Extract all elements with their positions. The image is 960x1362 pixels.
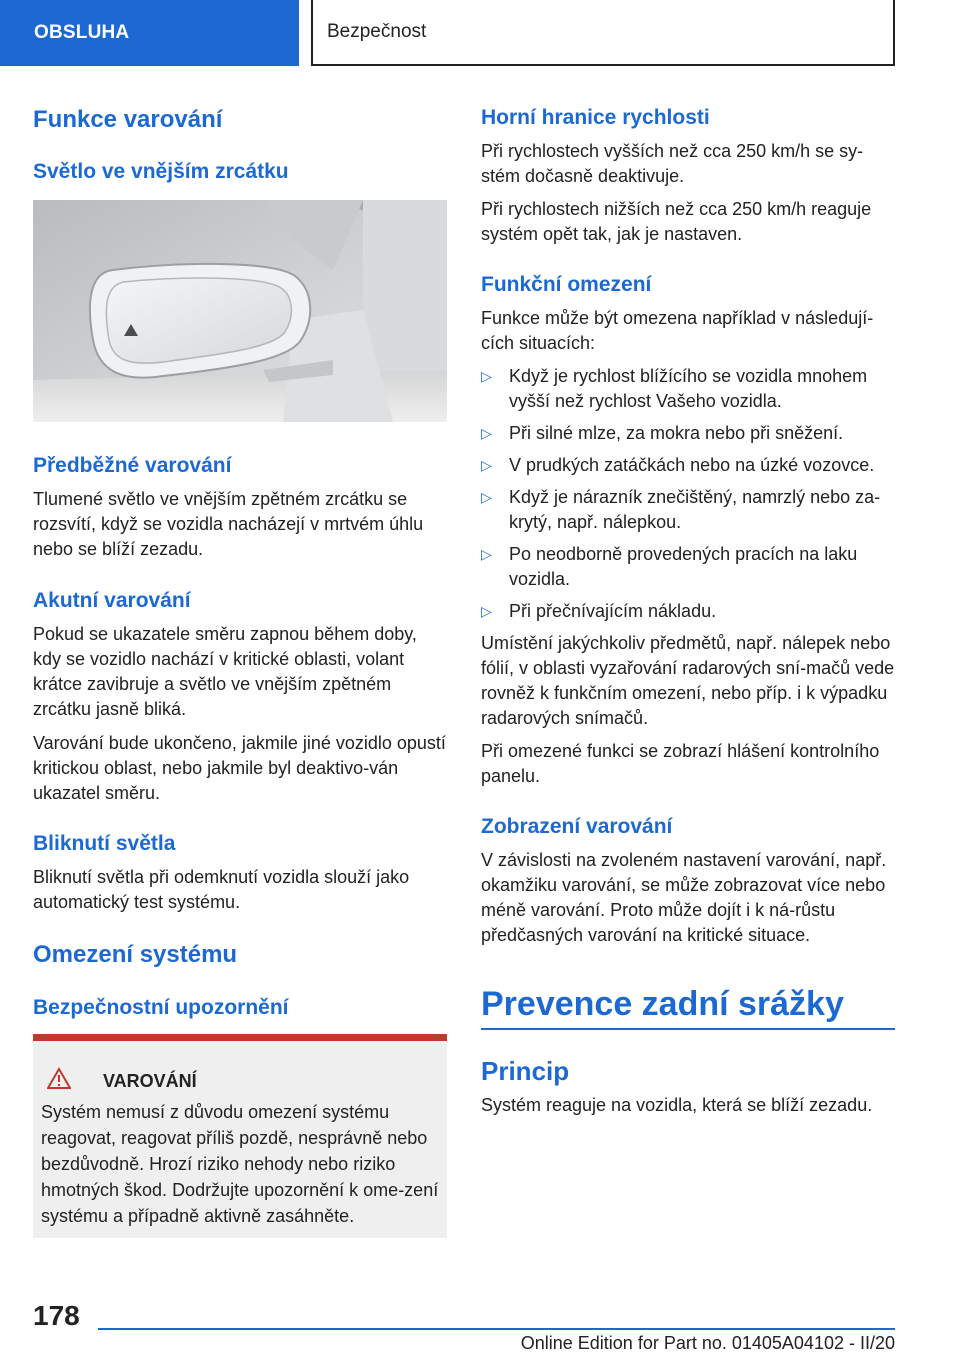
text-akutni-2: Varování bude ukončeno, jakmile jiné vozidlo opustí kritickou oblast, nebo jakmile byl deaktivo-ván ukazatel směru.: [33, 733, 446, 803]
heading-zobrazeni: Zobrazení varování: [481, 815, 673, 838]
chapter-tab: [311, 0, 895, 66]
list-item-text: Při silné mlze, za mokra nebo při sněžení.: [509, 423, 844, 443]
triangle-right-icon: ▷: [481, 425, 492, 441]
list-item-text: V prudkých zatáčkách nebo na úzké vozovce.: [509, 455, 875, 475]
heading-funkcni-omezeni: Funkční omezení: [481, 273, 652, 296]
warning-box: [33, 1034, 447, 1238]
triangle-right-icon: ▷: [481, 457, 492, 473]
heading-svetlo-zrcatko: Světlo ve vnějším zrcátku: [33, 160, 289, 183]
text-predbezne: Tlumené světlo ve vnějším zpětném zrcátku se rozsvítí, když se vozidla nacházejí v mrtvém úhlu nebo se blíží zezadu.: [33, 489, 424, 559]
list-item-text: Když je nárazník znečištěný, namrzlý nebo za-krytý, např. nálepkou.: [509, 487, 881, 532]
heading-bezpecnostni: Bezpečnostní upozornění: [33, 996, 289, 1019]
heading-bliknuti: Bliknutí světla: [33, 832, 176, 855]
heading-horni-hranice: Horní hranice rychlosti: [481, 106, 710, 129]
warning-text: Systém nemusí z důvodu omezení systému reagovat, reagovat příliš pozdě, nesprávně nebo bezdůvodně. Hrozí riziko nehody nebo riziko hmotných škod. Dodržujte upozornění k ome-zení systému a případně aktivně zasáhněte.: [41, 1102, 439, 1226]
text-akutni-1: Pokud se ukazatele směru zapnou během doby, kdy se vozidlo nachází v kritické oblasti, volant krátce zavibruje a světlo ve vnějším zpětném zrcátku jasně bliká.: [33, 624, 417, 719]
section-tab: [0, 0, 299, 66]
heading-rule: [481, 1028, 895, 1030]
list-item-text: Když je rychlost blížícího se vozidla mnohem vyšší než rychlost Vašeho vozidla.: [509, 366, 868, 411]
text-funkcni-1: Umístění jakýchkoliv předmětů, např. nálepek nebo fólií, v oblasti vyzařování radarových sní-mačů vede rovněž k funkčním omezení, nebo příp. i k výpadku radarových snímačů.: [481, 633, 895, 728]
mirror-illustration: [33, 200, 447, 422]
heading-predbezne: Předběžné varování: [33, 454, 232, 477]
warning-triangle-icon: [47, 1067, 71, 1089]
text-rychlost-1: Při rychlostech vyšších než cca 250 km/h se sy-stém dočasně deaktivuje.: [481, 141, 864, 186]
section-label: OBSLUHA: [34, 22, 130, 43]
triangle-right-icon: ▷: [481, 489, 492, 505]
heading-funkce-varovani: Funkce varování: [33, 106, 223, 133]
heading-princip: Princip: [481, 1056, 570, 1086]
triangle-right-icon: ▷: [481, 546, 492, 562]
heading-omezeni: Omezení systému: [33, 941, 238, 968]
text-funkcni-2: Při omezené funkci se zobrazí hlášení kontrolního panelu.: [481, 741, 880, 786]
warning-title: VAROVÁNÍ: [103, 1071, 197, 1091]
text-bliknuti: Bliknutí světla při odemknutí vozidla slouží jako automatický test systému.: [33, 867, 410, 912]
page-number: 178: [33, 1300, 80, 1331]
text-zobrazeni: V závislosti na zvoleném nastavení varování, např. okamžiku varování, se může zobrazovat více nebo méně varování. Proto může dojít i k ná-růstu předčasných varování na kritické situace.: [481, 850, 887, 945]
chapter-heading-prevence: Prevence zadní srážky: [481, 985, 844, 1023]
footer-rule: [98, 1328, 895, 1330]
heading-akutni: Akutní varování: [33, 589, 191, 612]
footer-edition: Online Edition for Part no. 01405A04102 - II/20: [520, 1333, 895, 1353]
triangle-right-icon: ▷: [481, 368, 492, 384]
triangle-right-icon: ▷: [481, 603, 492, 619]
chapter-label: Bezpečnost: [327, 21, 427, 42]
text-funkcni-uvod: Funkce může být omezena například v následují-cích situacích:: [481, 308, 874, 353]
text-princip: Systém reaguje na vozidla, která se blíží zezadu.: [481, 1095, 873, 1115]
text-rychlost-2: Při rychlostech nižších než cca 250 km/h reaguje systém opět tak, jak je nastaven.: [481, 199, 872, 244]
list-item-text: Po neodborně provedených pracích na laku vozidla.: [509, 544, 858, 589]
list-item-text: Při přečnívajícím nákladu.: [509, 601, 717, 621]
